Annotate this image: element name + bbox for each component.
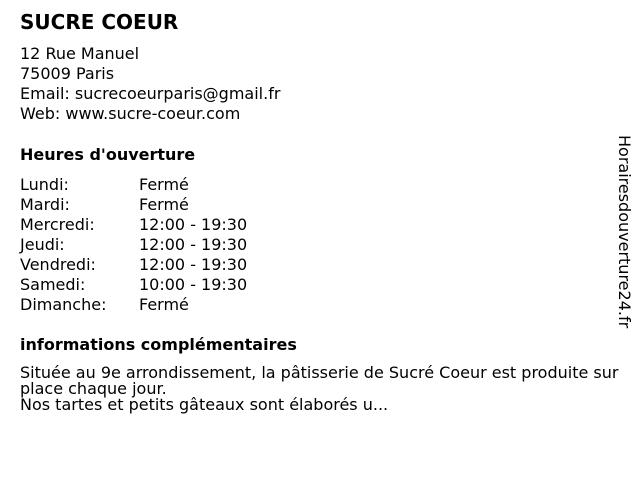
day-label: Vendredi: — [20, 255, 96, 274]
site-watermark — [611, 135, 637, 345]
opening-hours-heading: Heures d'ouverture — [20, 145, 196, 164]
day-hours: 10:00 - 19:30 — [139, 275, 248, 294]
day-hours: 12:00 - 19:30 — [139, 215, 248, 234]
business-description — [20, 365, 620, 413]
contact-block — [20, 44, 280, 124]
address-line-city: 75009 Paris — [20, 64, 115, 83]
day-label: Lundi: — [20, 175, 69, 194]
day-hours: 12:00 - 19:30 — [139, 255, 248, 274]
website-line: Web: www.sucre-coeur.com — [20, 104, 241, 123]
day-hours: Fermé — [139, 295, 189, 314]
description-paragraph: Située au 9e arrondissement, la pâtisserie de Sucré Coeur est produite sur place chaque jour. — [20, 363, 619, 398]
day-label: Mercredi: — [20, 215, 95, 234]
watermark-text: Horairesdouverture24.fr — [615, 135, 634, 329]
day-label: Samedi: — [20, 275, 86, 294]
additional-info-heading: informations complémentaires — [20, 335, 297, 354]
day-label: Jeudi: — [20, 235, 65, 254]
day-hours: Fermé — [139, 195, 189, 214]
day-label: Dimanche: — [20, 295, 107, 314]
day-hours: Fermé — [139, 175, 189, 194]
description-paragraph-truncated: Nos tartes et petits gâteaux sont élaborés u... — [20, 395, 389, 414]
address-line-street: 12 Rue Manuel — [20, 44, 140, 63]
day-hours: 12:00 - 19:30 — [139, 235, 248, 254]
email-line: Email: sucrecoeurparis@gmail.fr — [20, 84, 281, 103]
day-label: Mardi: — [20, 195, 70, 214]
business-name: SUCRE COEUR — [20, 10, 179, 34]
